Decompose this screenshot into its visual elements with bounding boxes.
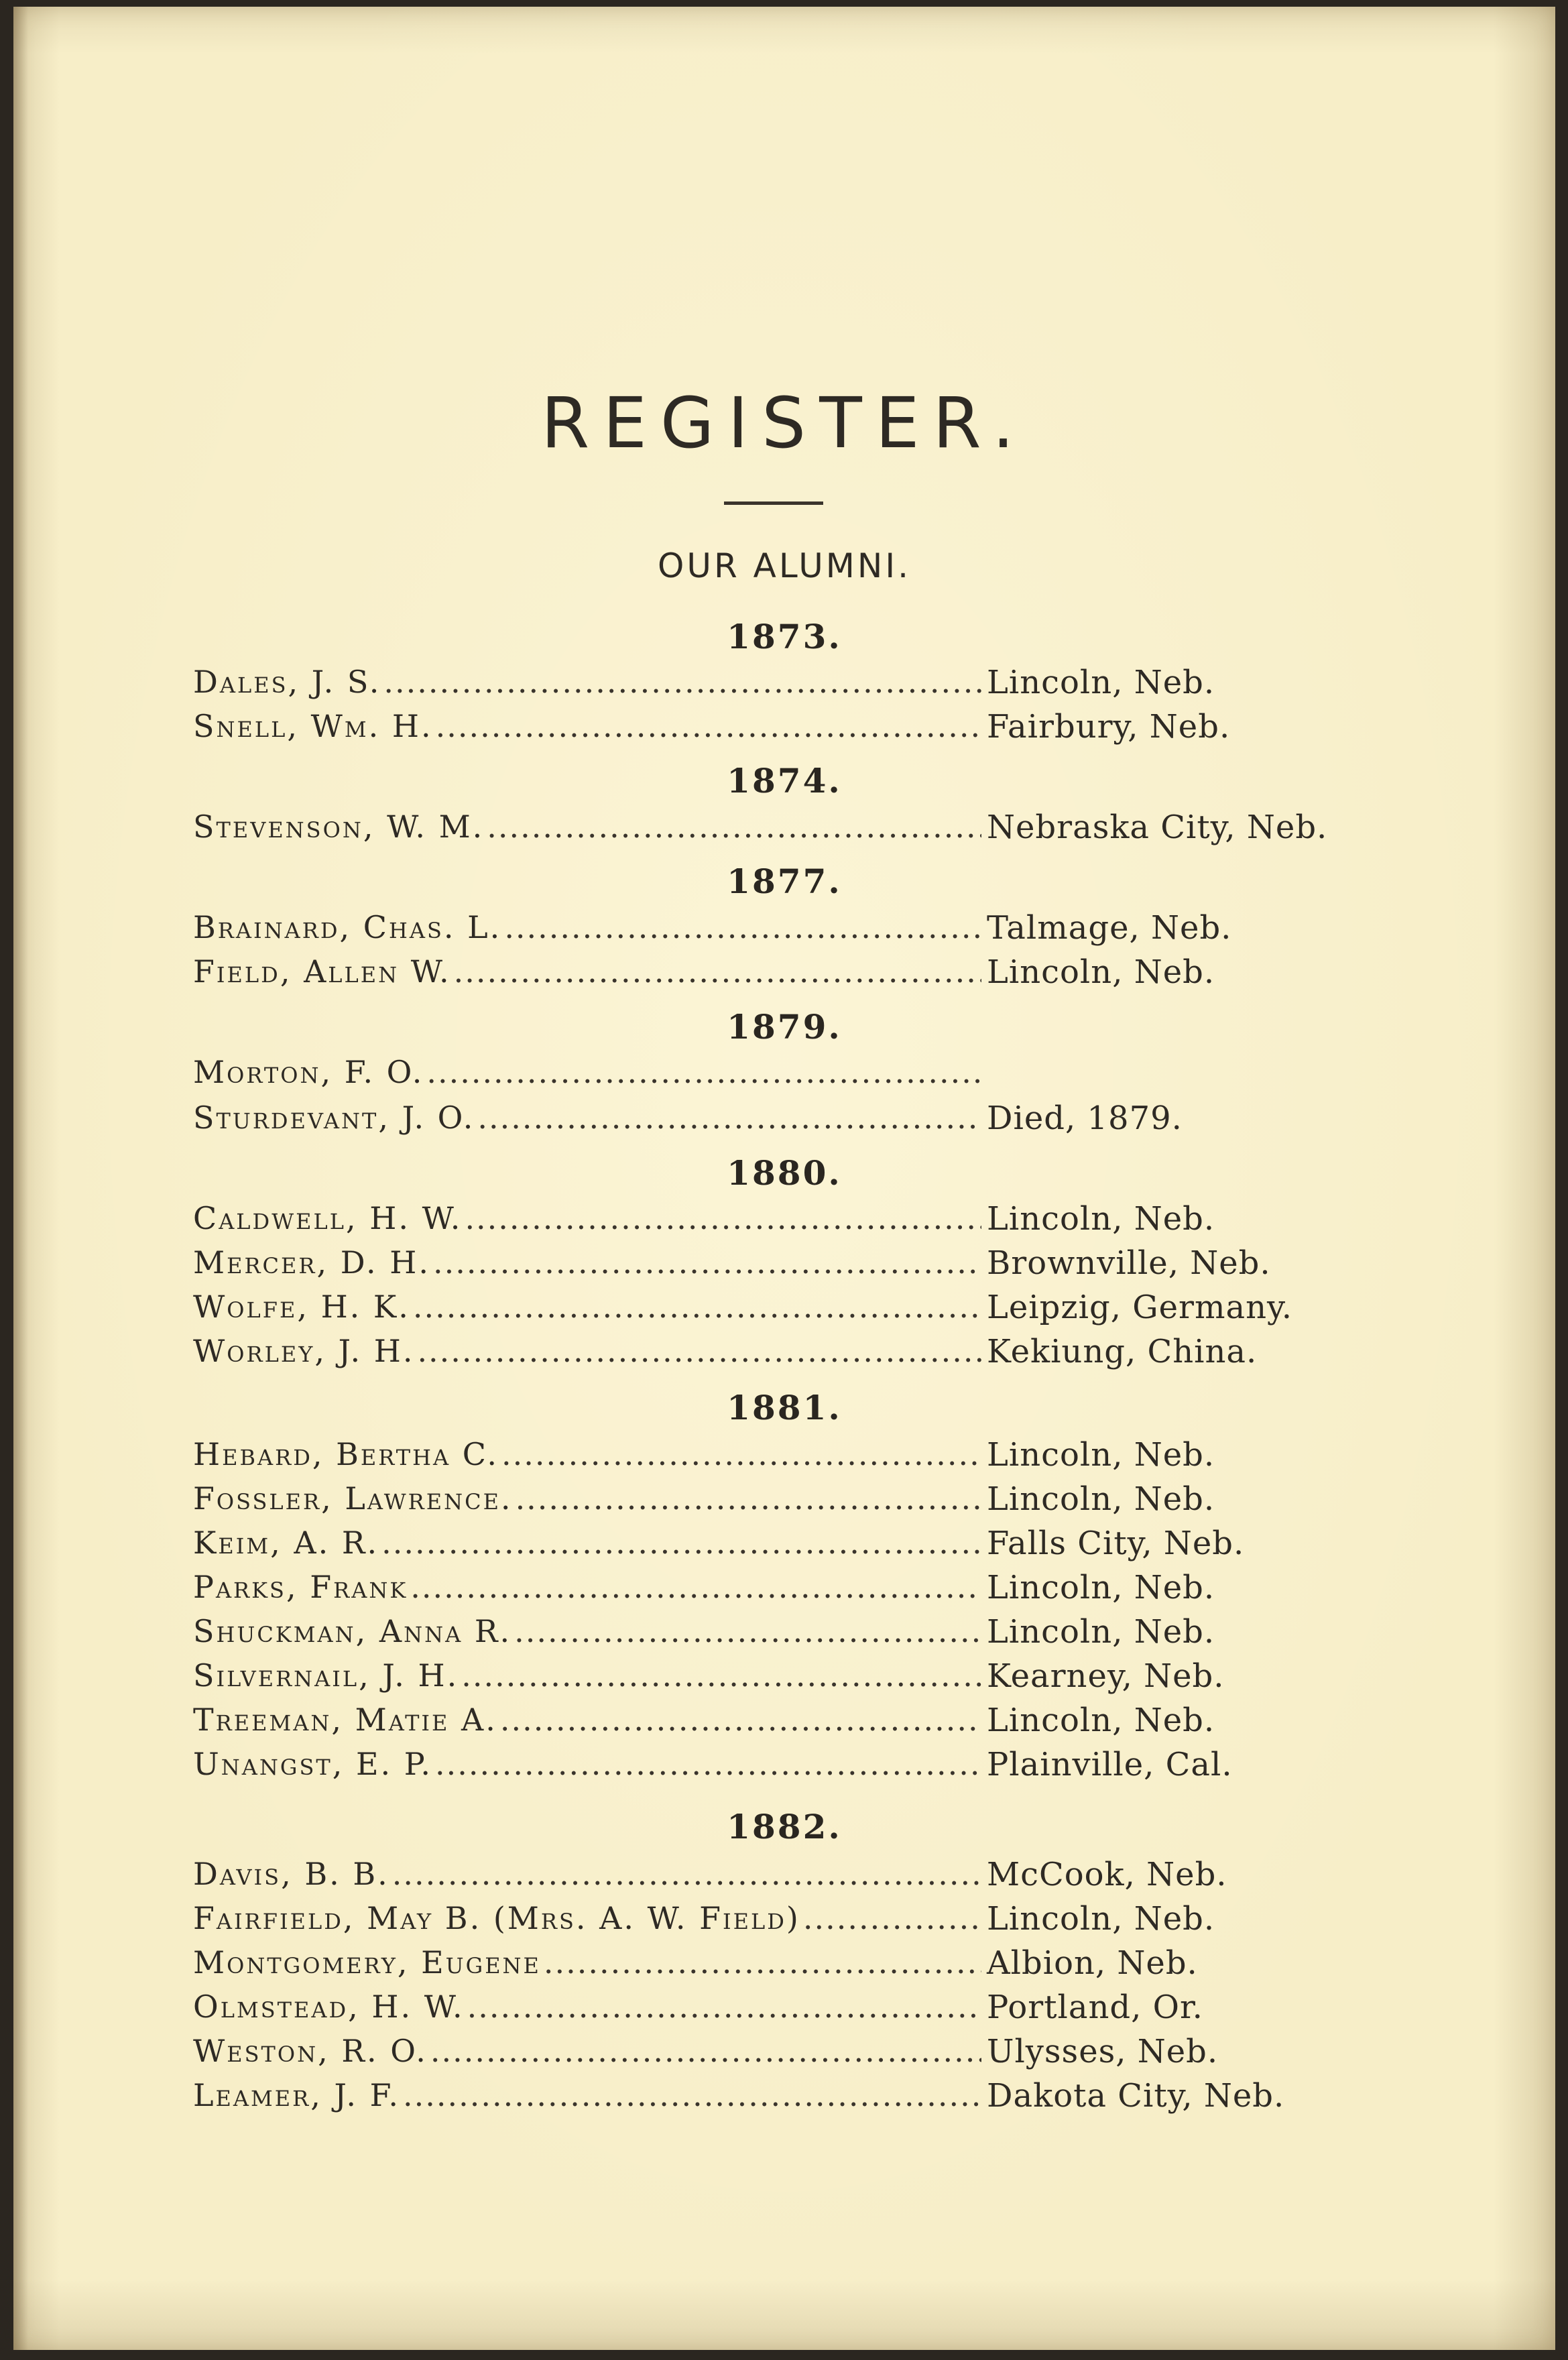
- alumni-name: Field, Allen W.: [193, 953, 451, 990]
- alumni-entry: [193, 1657, 1333, 1702]
- alumni-name: Hebard, Bertha C.: [193, 1436, 499, 1472]
- alumni-place: Fairbury, Neb.: [987, 708, 1231, 746]
- alumni-entry: [193, 909, 1333, 953]
- alumni-place: Lincoln, Neb.: [987, 1702, 1215, 1739]
- leader-dots: [383, 664, 981, 700]
- alumni-entry: [193, 1054, 1333, 1098]
- alumni-name: Brainard, Chas. L.: [193, 909, 502, 945]
- alumni-entry: [193, 1613, 1333, 1657]
- alumni-place: Lincoln, Neb.: [987, 1569, 1215, 1606]
- alumni-place: Brownville, Neb.: [987, 1244, 1271, 1282]
- alumni-name: Keim, A. R.: [193, 1525, 379, 1561]
- alumni-entry: [193, 1900, 1333, 1944]
- alumni-entry: [193, 1944, 1333, 1989]
- leader-dots: [461, 1657, 981, 1694]
- page: [13, 7, 1555, 2350]
- leader-dots: [487, 809, 981, 845]
- leader-dots: [501, 1436, 981, 1472]
- leader-dots: [430, 2033, 981, 2069]
- alumni-name: Parks, Frank: [193, 1569, 408, 1605]
- alumni-place: Kekiung, China.: [987, 1333, 1258, 1370]
- alumni-name: Montgomery, Eugene: [193, 1944, 541, 1981]
- alumni-entry: [193, 1244, 1333, 1289]
- alumni-name: Treeman, Matie A.: [193, 1702, 497, 1738]
- alumni-entry: [193, 2077, 1333, 2121]
- leader-dots: [544, 1944, 981, 1981]
- alumni-entry: [193, 1436, 1333, 1480]
- alumni-place: McCook, Neb.: [987, 1856, 1227, 1893]
- leader-dots: [435, 1746, 981, 1782]
- alumni-entry: [193, 2033, 1333, 2077]
- alumni-place: Lincoln, Neb.: [987, 953, 1215, 991]
- leader-dots: [410, 1569, 981, 1605]
- alumni-name: Leamer, J. F.: [193, 2077, 400, 2113]
- alumni-name: Fossler, Lawrence.: [193, 1480, 513, 1517]
- leader-dots: [417, 1333, 981, 1369]
- alumni-name: Morton, F. O.: [193, 1054, 424, 1090]
- alumni-place: Dakota City, Neb.: [987, 2077, 1285, 2115]
- alumni-name: Mercer, D. H.: [193, 1244, 430, 1281]
- alumni-entry: [193, 1289, 1333, 1333]
- alumni-place: Ulysses, Neb.: [987, 2033, 1219, 2070]
- year-heading: 1880.: [727, 1153, 842, 1193]
- leader-dots: [516, 1480, 981, 1517]
- alumni-name: Unangst, E. P.: [193, 1746, 433, 1782]
- alumni-entry: [193, 1569, 1333, 1613]
- alumni-place: Lincoln, Neb.: [987, 1436, 1215, 1474]
- year-heading: 1881.: [727, 1388, 842, 1427]
- alumni-name: Caldwell, H. W.: [193, 1200, 463, 1236]
- alumni-name: Silvernail, J. H.: [193, 1657, 459, 1694]
- leader-dots: [477, 1100, 981, 1136]
- alumni-name: Fairfield, May B. (Mrs. A. W. Field): [193, 1900, 800, 1936]
- alumni-place: Falls City, Neb.: [987, 1525, 1245, 1562]
- alumni-place: Talmage, Neb.: [987, 909, 1232, 947]
- alumni-entry: [193, 953, 1333, 998]
- title-divider: [724, 501, 823, 505]
- leader-dots: [500, 1702, 981, 1738]
- leader-dots: [433, 1244, 981, 1281]
- alumni-entry: [193, 1746, 1333, 1790]
- alumni-place: Albion, Neb.: [987, 1944, 1198, 1982]
- alumni-name: Worley, J. H.: [193, 1333, 415, 1369]
- leader-dots: [514, 1613, 981, 1649]
- leader-dots: [403, 2077, 981, 2113]
- alumni-name: Olmstead, H. W.: [193, 1989, 465, 2025]
- alumni-entry: [193, 708, 1333, 752]
- alumni-place: Leipzig, Germany.: [987, 1289, 1292, 1326]
- alumni-name: Shuckman, Anna R.: [193, 1613, 512, 1649]
- leader-dots: [465, 1200, 981, 1236]
- year-heading: 1879.: [727, 1007, 842, 1047]
- alumni-place: Lincoln, Neb.: [987, 1900, 1215, 1938]
- leader-dots: [392, 1856, 981, 1892]
- alumni-entry: [193, 1333, 1333, 1377]
- alumni-place: Died, 1879.: [987, 1100, 1183, 1137]
- leader-dots: [454, 953, 981, 990]
- page-title: REGISTER.: [540, 382, 1028, 464]
- leader-dots: [803, 1900, 981, 1936]
- alumni-place: Lincoln, Neb.: [987, 1613, 1215, 1651]
- year-heading: 1874.: [727, 761, 842, 801]
- alumni-entry: [193, 1989, 1333, 2033]
- leader-dots: [436, 708, 981, 744]
- alumni-entry: [193, 1480, 1333, 1525]
- alumni-place: Kearney, Neb.: [987, 1657, 1225, 1695]
- year-heading: 1882.: [727, 1807, 842, 1846]
- alumni-name: Stevenson, W. M.: [193, 809, 485, 845]
- alumni-name: Weston, R. O.: [193, 2033, 428, 2069]
- leader-dots: [467, 1989, 981, 2025]
- alumni-entry: [193, 664, 1333, 708]
- leader-dots: [381, 1525, 981, 1561]
- alumni-entry: [193, 1856, 1333, 1900]
- alumni-entry: [193, 1525, 1333, 1569]
- alumni-name: Davis, B. B.: [193, 1856, 389, 1892]
- alumni-place: Plainville, Cal.: [987, 1746, 1233, 1783]
- alumni-entry: [193, 1200, 1333, 1244]
- alumni-place: Lincoln, Neb.: [987, 1480, 1215, 1518]
- leader-dots: [426, 1054, 981, 1090]
- year-heading: 1873.: [727, 617, 842, 656]
- leader-dots: [413, 1289, 981, 1325]
- alumni-place: Nebraska City, Neb.: [987, 809, 1328, 846]
- alumni-name: Snell, Wm. H.: [193, 708, 433, 744]
- alumni-entry: [193, 1702, 1333, 1746]
- year-heading: 1877.: [727, 862, 842, 901]
- alumni-place: Lincoln, Neb.: [987, 664, 1215, 701]
- alumni-name: Wolfe, H. K.: [193, 1289, 410, 1325]
- alumni-place: Lincoln, Neb.: [987, 1200, 1215, 1238]
- alumni-entry: [193, 809, 1333, 853]
- alumni-name: Dales, J. S.: [193, 664, 381, 700]
- alumni-entry: [193, 1100, 1333, 1144]
- alumni-place: Portland, Or.: [987, 1989, 1203, 2026]
- alumni-name: Sturdevant, J. O.: [193, 1100, 475, 1136]
- page-subtitle: OUR ALUMNI.: [658, 546, 911, 585]
- leader-dots: [504, 909, 981, 945]
